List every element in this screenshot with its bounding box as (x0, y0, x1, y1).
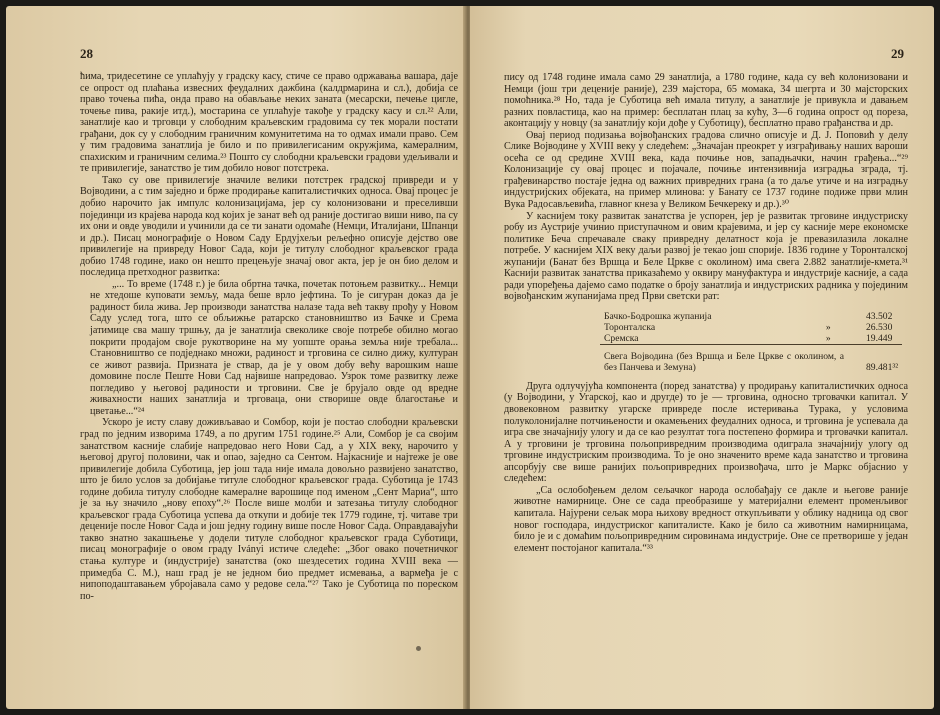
craftsmen-count: 19.449 (866, 332, 893, 344)
paragraph: Овај период подизања војвођанских градова слично описује и Д. Ј. Поповић у делу Слике Војводине у XVIII веку у следећем: „Значајан преокрет у изграђивању наших вароши осећа се од средине XVIII века, када почиње нов, западњачки, начин грађења...“²⁹ Колонизације су овај процес и појачале, почиње интензивнија изградња зграда, тј. грађевинарство постаје једна од важних привредних грана (а то даље утиче и на изградњу индустријских објеката, на пример млинова: у Банату се 1737 године подиже први млин Вука Радосављевића, главног кнеза у Великом Бечкереку и др.).³⁰ (504, 129, 908, 211)
craftsmen-statistics-table (600, 311, 902, 373)
region-label: Торонталска (604, 321, 656, 333)
page-number: 29 (891, 46, 904, 61)
body-text-before-table (504, 72, 908, 303)
paper-spot (416, 646, 421, 651)
craftsmen-count: 43.502 (866, 310, 893, 322)
total-value: 89.481³² (848, 344, 902, 373)
region-label: Сремска (604, 332, 639, 344)
total-label: Свега Војводина (без Вршца и Беле Цркве с околином, а без Панчева и Земуна) (600, 344, 848, 373)
table-total-row (600, 344, 902, 373)
paragraph: Тако су ове привилегије значиле велики потстрек градској привреди и у Војводини, а с тим заједно и брже продирање капиталистичких односа. Овај процес је добио нарочито јак импулс колонизацијама, јер су колонизовани и преселивши појединци из крајева народа код којих је занат већ од раније достигао виши ниво, па су их они и овде уводили и учинили да се ти занати одомаће (Немци, Италијани, Шпанци и др.). Писац монографије о Новом Саду Ердујхељи рељефно описује дејство ове привилегије на привреду Новог Сада, који је титулу слободног краљевског града добио 1748 године, иако он нешто прецењује значај овог акта, јер је он био делом и последица претходног развитка: (80, 174, 458, 279)
region-label: Бачко-Бодрошка жупанија (604, 310, 712, 322)
right-page-text (504, 72, 908, 554)
right-page (470, 6, 934, 709)
body-text-after-table (504, 381, 908, 554)
paragraph: Друга одлучујућа компонента (поред занатства) у продирању капиталистичких односа (у Војводини, у Угарској, као и другде) то је — трговина, односно трговачки капитал. У двовековном развитку угарске привреде после истеривања Турака, у условима полуколонијалне потчињености и окамењених феудалних односа, и трговина је успевала да игра све значајнију улогу и да се као резултат тога постепено формира и трговачки капитал. А у трговини је трговина пољопривредним производима одиграла значајнију улогу од трговине индустриским производима. То је оно значенито време када занатство и трговина апсорбују све више ранијих пољопривредних произвођача, што је Маркс објаснио у следећем: (504, 380, 908, 485)
table-row (600, 322, 902, 333)
paragraph: пису од 1748 године имала само 29 занатлија, а 1780 године, када су већ колонизовани и Немци (још три деценије раније), 239 мајстора, 65 момака, 34 шегрта и 30 мајсторских помоћника.²⁸ Но, тада је Суботица већ имала титулу, а занатлије је привукла и давањем разних повластица, као на пример: бесплатан плац за кућу, 3—6 година опрост од пореза, аконтацију у новцу (за занатлију који дође у Суботицу), бесплатно право грађанства и др. (504, 72, 908, 130)
left-page (6, 6, 467, 709)
ditto-mark: » (825, 321, 831, 333)
block-quote: „Са ослобођењем делом сељачког народа ослобађају се дакле и његове раније животне намирнице. Оне се сада преобразише у материјални елемент променљивог капитала. Најурени сељак мора њихову вредност откупљивати у облику надница од свог новог господара, индустриског капиталисте. Како је било са животним намирницама, било је и с домаћим пољопривредним сировинама индустрије. Оне се претворише у један елемент постојаног капитала.“³³ (514, 484, 908, 554)
left-page-text (80, 71, 458, 602)
paragraph: У каснијем току развитак занатства је успорен, јер је развитак трговине индустриску робу из Аустрије учинио приступачном и овим крајевима, и јер су касније мере економске политике Беча спречавале сваку привредну делатност која је превазилазила локалне потребе. У каснијем XIX веку даљи развој је текао још спорије. 1836 године у Торонталској жупанији (Банат без Вршца и Беле Цркве с околином) има свега 2.882 занатлије-кмета.³¹ Каснији развитак занатства приказаћемо у оквиру мануфактура и индустрије касније, а сада ради упоређења дајемо само податке о броју занатлија и индустриских радника у појединим војвођанским жупанијама пред Први светски рат: (504, 210, 908, 303)
table-row (600, 311, 902, 322)
page-number: 28 (80, 46, 93, 61)
paragraph: Ускоро је исту славу доживљавао и Сомбор, који је постао слободни краљевски град по једним изворима 1749, а по другим 1751 године.²⁵ Али, Сомбор је са својим занатством касније слабије напредовао него Нови Сад, а у XIX веку, нарочито у његовој другој половини, чак и опао, заједно са Сентом. Најкасније и најтеже је ове привилегије добила Суботица, јер још тада није имала довољно развијено занатство, што је било услов за добијање титуле слободног краљевског града. Суботица је 1743 године добила титулу слободне камералне варошице под именом „Сент Мариа“, што је за њу значило „нову епоху“.²⁶ После више молби и затезања титулу слободног краљевског града Суботица успева да откупи и добије тек 1779 године, тј. читаве три деценије после Новог Сада и још једну годину више после Новог Сада. Оправдавајући такво знатно закашњење у додели титуле слободног краљевског града Суботици, писац монографије о овом граду Iványi истиче следеће: „Због овако почетничког стања културе и (индустрије) занатства (око шездесетих година XVIII века — примедба С. М.), наш град је не једном био предмет исмевања, а вармеђа је с нипоподаштавањем убројавала само у редове села.“²⁷ Тако је Суботица по пореском по- (80, 417, 458, 602)
block-quote: „... То време (1748 г.) је била обртна тачка, почетак потоњем развитку... Немци не хтедоше куповати земљу, мада беше врло јефтина. То је сигуран доказ да је радиност била жива. Јер производи занатства налазе тада већ такву прођу у Новом Саду услед тога, што се обљижње ратарско становништво из Бачке и Срема јатимице сва машу тршњу, да је занатлија свеколике своје потребе обилно могао покрити продајом своје рукотворине на му уопште орања земља није требала... Становништво се подједнако множи, радиност и трговина се силно дижу, културан се живот развија. Призната је ствар, да је у овом добу већу варошким наше домовине после Пеште Нови Сад највише напредовао. Узрок томе развитку леже погледиво у његовој радиности и трговини. Све је брујало овде од вредне живахности наших занатлија и трговаца, они створише овде благостање и цветање...“²⁴ (90, 278, 458, 417)
ditto-mark (820, 311, 848, 322)
ditto-mark: » (825, 332, 831, 344)
paragraph: ћима, тридесетине се уплаћују у градску касу, стиче се право одржавања вашара, даје се опрост од плаћања извесних феудалних дажбина (калдрмарина и сл.), добија се право точења пића, онда право на обављање неких заната (месарски, печење цигле, точење пива, ракије итд.), мостарина се уплаћује такође у градску касу и сл.²² Али, занатлије као и трговци у слободним краљевским градовима су тек морали постати грађани, док су у слободним граничним комунитетима на то одмах имали право. Сем у тим градовима занатлија је било и по привилегисаним окружјима, камералним, спахиским и граничним селима.²³ Пошто су слободни краљевски градови удељивали и те привилегије, занатство је тим добило новог потстрека. (80, 71, 458, 175)
table-row (600, 333, 902, 345)
craftsmen-count: 26.530 (866, 321, 893, 333)
